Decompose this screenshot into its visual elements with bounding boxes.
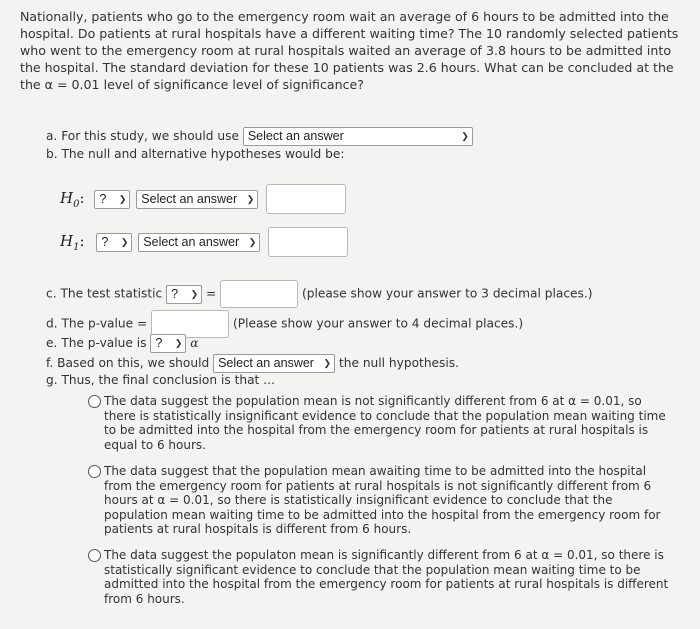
conclusion-option-1[interactable]: [88, 394, 673, 452]
part-f-label: f. Based on this, we should: [46, 356, 210, 370]
conclusion-option-1-text: The data suggest the population mean is not significantly different from 6 at α = 0.01, so there is statistically insignificant evidence to conclude that the population mean waiting time to be admitted into the hospital from the emergency room for patients at rural hospitals is equal to 6 hours.: [104, 394, 666, 452]
test-statistic-type-select[interactable]: [166, 285, 202, 304]
chevron-down-icon: ❯: [461, 131, 469, 141]
h1-parameter-value: ?: [101, 234, 109, 249]
chevron-down-icon: ❯: [190, 288, 199, 299]
part-e-label: e. The p-value is: [46, 336, 147, 350]
equals-sign: =: [206, 286, 217, 301]
test-statistic-input[interactable]: [220, 280, 298, 308]
conclusion-option-2-text: The data suggest that the population mean awaiting time to be admitted into the hospital from the emergency room for patients at rural hospitals is not significantly different from 6 hours at α = 0.01, so there is statistically insignificant evidence to conclude that the population mean waiting time to be admitted into the hospital from the emergency room for patients at rural hospitals is different from 6 hours.: [104, 464, 661, 536]
h1-operator-select[interactable]: [138, 233, 260, 252]
part-c-note: (please show your answer to 3 decimal places.): [301, 286, 593, 301]
chevron-down-icon: ❯: [118, 193, 127, 204]
decision-select[interactable]: [213, 354, 335, 373]
h0-symbol: $H_0$:: [60, 188, 85, 210]
question-text: Nationally, patients who go to the emergency room wait an average of 6 hours to be admitted into the hospital. Do patients at rural hospitals have a different waiting time? The 10 randomly selected patients who went to the emergency room at rural hospitals waited an average of 3.8 hours to be admitted into the hospital. The standard deviation for these 10 patients was 2.6 hours. What can be concluded at the the α = 0.01 level of significance level of significance?: [20, 9, 679, 92]
h0-row: [60, 184, 346, 214]
alpha-symbol: α: [190, 336, 199, 350]
chevron-down-icon: ❯: [246, 193, 255, 204]
chevron-down-icon: ❯: [248, 236, 257, 247]
radio-button[interactable]: [88, 549, 101, 562]
h1-symbol: $H_1$:: [60, 231, 85, 253]
radio-button[interactable]: [88, 395, 101, 408]
p-value-comparison-value: ?: [155, 336, 163, 350]
chevron-down-icon: ❯: [323, 358, 332, 368]
study-type-select-value: Select an answer: [247, 129, 344, 143]
chevron-down-icon: ❯: [120, 236, 129, 247]
part-a-label: a. For this study, we should use: [46, 129, 239, 143]
conclusion-option-2[interactable]: [88, 464, 673, 537]
h1-parameter-select[interactable]: [96, 233, 132, 252]
part-b-label: b. The null and alternative hypotheses would be:: [46, 147, 345, 161]
part-e: [46, 334, 198, 353]
radio-button[interactable]: [88, 465, 101, 478]
h0-operator-value: Select an answer: [141, 191, 238, 206]
part-c-label: c. The test statistic: [46, 286, 163, 301]
h0-value-input[interactable]: [266, 184, 346, 214]
h1-value-input[interactable]: [268, 227, 348, 257]
h0-parameter-value: ?: [99, 191, 107, 206]
part-f-suffix: the null hypothesis.: [338, 356, 460, 370]
part-a: [46, 127, 473, 146]
h0-parameter-select[interactable]: [94, 190, 130, 209]
h1-row: [60, 227, 348, 257]
test-statistic-type-value: ?: [171, 286, 179, 301]
conclusion-option-3-text: The data suggest the populaton mean is significantly different from 6 at α = 0.01, so there is statistically significant evidence to conclude that the population mean waiting time to be admitted into the hospital from the emergency room for patients at rural hospitals is different from 6 hours.: [104, 548, 669, 606]
h0-operator-select[interactable]: [136, 190, 258, 209]
part-d-label: d. The p-value =: [46, 316, 148, 331]
part-f: [46, 354, 459, 373]
conclusion-option-3[interactable]: [88, 548, 673, 606]
p-value-comparison-select[interactable]: [150, 334, 186, 353]
chevron-down-icon: ❯: [174, 338, 183, 348]
decision-select-value: Select an answer: [218, 356, 314, 370]
study-type-select[interactable]: [243, 127, 473, 146]
part-d-note: (Please show your answer to 4 decimal places.): [232, 316, 524, 331]
h1-operator-value: Select an answer: [143, 234, 240, 249]
part-g-label: g. Thus, the final conclusion is that ...: [46, 373, 275, 387]
part-c: [46, 280, 593, 308]
